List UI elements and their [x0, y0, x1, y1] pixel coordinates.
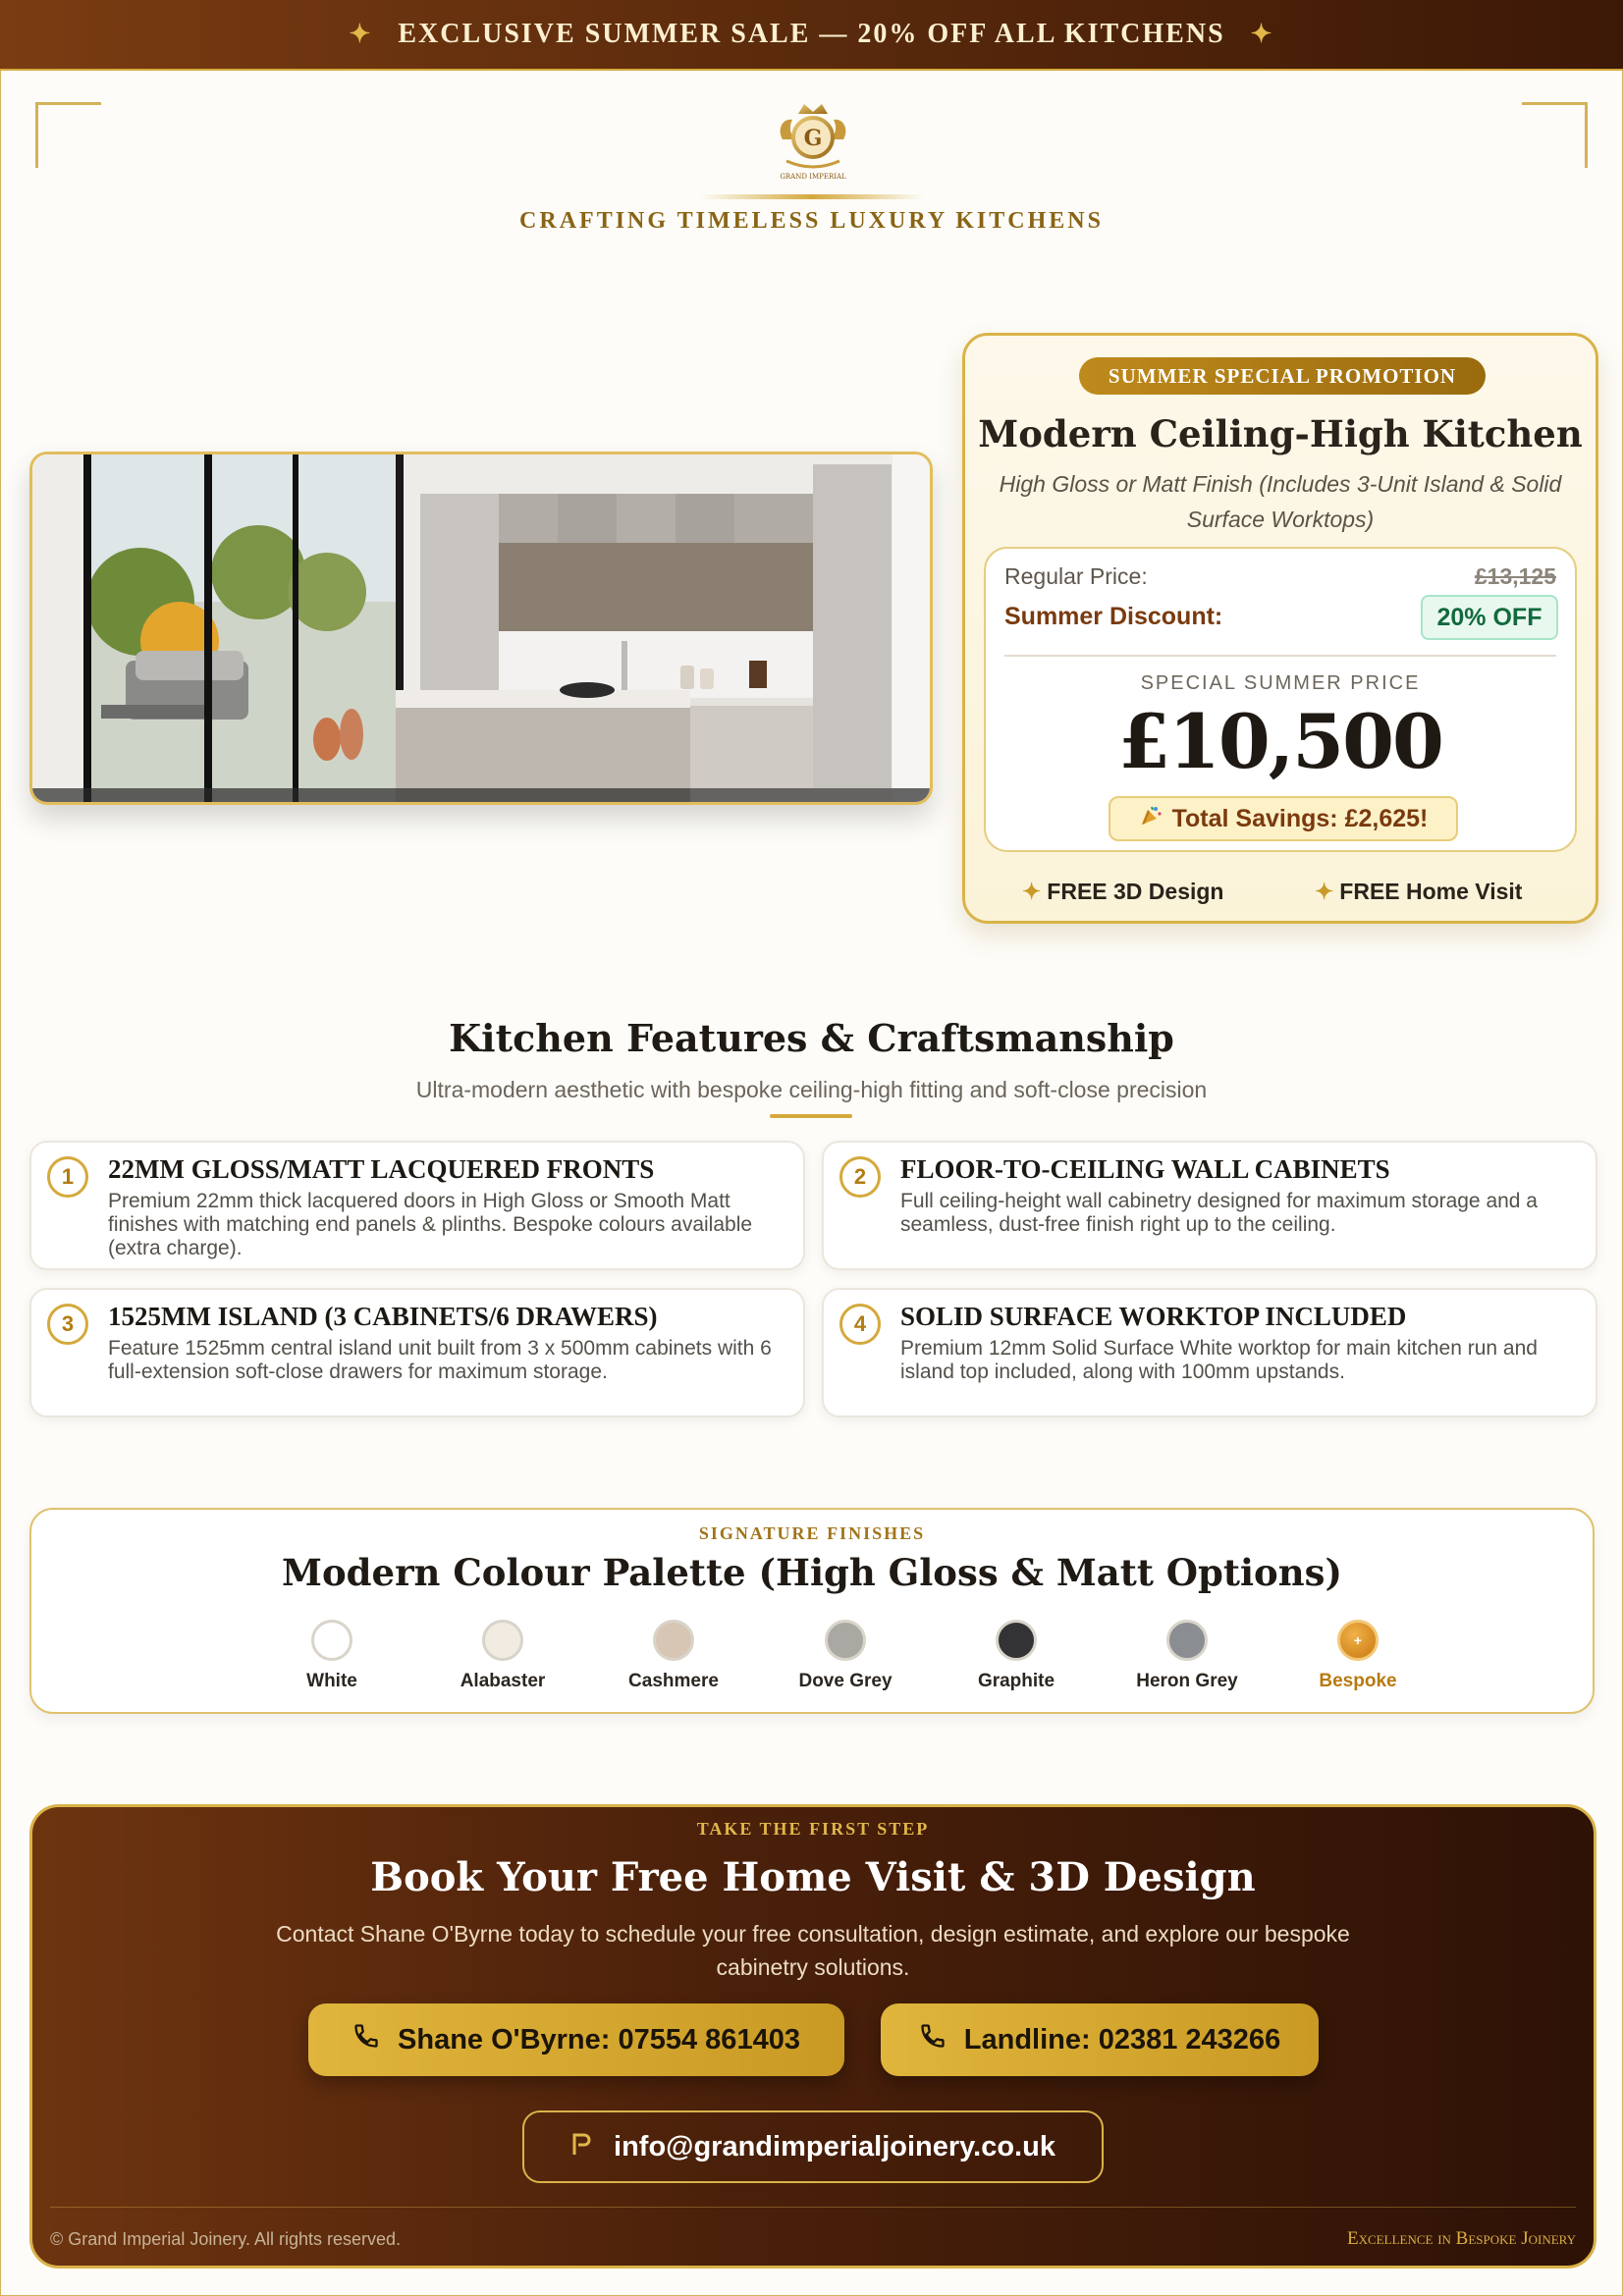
mobile-number: Shane O'Byrne: 07554 861403 [398, 2023, 800, 2056]
discount-label: Summer Discount: [1004, 603, 1223, 630]
feature-description: Feature 1525mm central island unit built from 3 x 500mm cabinets with 6 full-extension soft-close drawers for maximum storage. [108, 1337, 772, 1383]
swatch-label: White [306, 1671, 357, 1691]
cta-kicker: TAKE THE FIRST STEP [696, 1819, 930, 1839]
feature-card [822, 1141, 1597, 1270]
perk-label: FREE 3D Design [1047, 879, 1224, 904]
swatch-heron-grey[interactable] [1118, 1620, 1256, 1692]
price-box [984, 547, 1577, 852]
feature-description: Premium 22mm thick lacquered doors in High Gloss or Smooth Matt finishes with matching end panels & plinths. Bespoke colours available (extra charge). [108, 1190, 753, 1259]
feature-title: FLOOR-TO-CEILING WALL CABINETS [900, 1154, 1390, 1184]
feature-title: 22MM GLOSS/MATT LACQUERED FRONTS [108, 1154, 655, 1184]
regular-price-value: £13,125 [1474, 563, 1556, 589]
feature-card [822, 1288, 1597, 1417]
swatch-alabaster[interactable] [434, 1620, 571, 1692]
promo-title: Modern Ceiling-High Kitchen [978, 412, 1583, 455]
feature-card [29, 1141, 805, 1270]
swatch-dot [1337, 1620, 1379, 1661]
swatch-label: Heron Grey [1136, 1671, 1238, 1691]
brand-tagline: CRAFTING TIMELESS LUXURY KITCHENS [519, 208, 1104, 234]
phone-icon [919, 2022, 947, 2057]
special-price-value: £10,500 [1118, 698, 1442, 785]
party-popper-icon [1139, 804, 1163, 833]
brand-logo [769, 100, 857, 183]
corner-ornament-right [1522, 102, 1588, 168]
discount-badge: 20% OFF [1421, 595, 1558, 640]
promo-badge: SUMMER SPECIAL PROMOTION [1079, 357, 1486, 395]
feature-title: 1525MM ISLAND (3 CABINETS/6 DRAWERS) [108, 1302, 658, 1331]
plus-icon: + [1353, 1632, 1363, 1648]
sale-banner-text: EXCLUSIVE SUMMER SALE — 20% OFF ALL KITCHENS [398, 19, 1225, 49]
email-address: info@grandimperialjoinery.co.uk [614, 2130, 1055, 2163]
email-link-button[interactable] [522, 2110, 1104, 2183]
contact-cta [29, 1804, 1596, 2269]
svg-text:G: G [803, 126, 823, 151]
swatch-bespoke[interactable] [1289, 1620, 1427, 1692]
email-icon [570, 2131, 592, 2163]
palette-kicker: SIGNATURE FINISHES [698, 1523, 926, 1543]
swatch-label: Cashmere [628, 1671, 719, 1691]
features-subtitle: Ultra-modern aesthetic with bespoke ceiling-high fitting and soft-close precision [415, 1077, 1208, 1102]
feature-number: 2 [839, 1156, 881, 1198]
call-landline-button[interactable] [881, 2003, 1319, 2076]
total-savings-text: Total Savings: £2,625! [1171, 804, 1429, 832]
swatch-label: Graphite [977, 1671, 1055, 1691]
cta-subtitle: Contact Shane O'Byrne today to schedule your free consultation, design estimate, and explore our bespoke cabinetry solutions. [276, 1921, 1350, 1980]
swatch-dot [311, 1620, 352, 1661]
promo-card [962, 333, 1598, 924]
regular-price-label: Regular Price: [1004, 563, 1148, 589]
call-mobile-button[interactable] [308, 2003, 844, 2076]
cta-title: Book Your Free Home Visit & 3D Design [370, 1854, 1256, 1900]
star-icon: ✦ [1022, 879, 1042, 904]
sale-banner [0, 0, 1623, 71]
swatch-label: Bespoke [1319, 1671, 1397, 1691]
features-divider [770, 1114, 852, 1118]
promo-subtitle: High Gloss or Matt Finish (Includes 3-Unit Island & Solid Surface Worktops) [999, 471, 1562, 532]
feature-title: SOLID SURFACE WORKTOP INCLUDED [900, 1302, 1407, 1331]
logo-underline [700, 194, 924, 199]
total-savings-badge [1109, 796, 1458, 841]
swatch-label: Alabaster [460, 1671, 546, 1691]
landline-number: Landline: 02381 243266 [963, 2023, 1281, 2056]
logo-wordmark: GRAND IMPERIAL [780, 173, 846, 181]
swatch-dove-grey[interactable] [777, 1620, 914, 1692]
swatch-dot [996, 1620, 1037, 1661]
feature-number: 1 [47, 1156, 88, 1198]
feature-number: 4 [839, 1304, 881, 1345]
features-title: Kitchen Features & Craftsmanship [449, 1016, 1174, 1060]
feature-card [29, 1288, 805, 1417]
special-price-label: SPECIAL SUMMER PRICE [1140, 672, 1421, 694]
kitchen-hero-image [29, 452, 933, 805]
footer-divider [50, 2207, 1576, 2208]
swatch-graphite[interactable] [947, 1620, 1085, 1692]
swatch-white[interactable] [263, 1620, 401, 1692]
perk-free-home-visit [1315, 879, 1522, 905]
footer-tagline: Excellence in Bespoke Joinery [1347, 2228, 1576, 2249]
swatch-dot [482, 1620, 523, 1661]
perk-free-3d-design [1022, 879, 1224, 905]
star-icon: ✦ [1315, 879, 1334, 904]
feature-number: 3 [47, 1304, 88, 1345]
price-divider [1004, 655, 1556, 657]
star-icon: ✦ [349, 20, 373, 48]
corner-ornament-left [35, 102, 101, 168]
colour-palette [29, 1508, 1595, 1714]
phone-icon [352, 2022, 380, 2057]
feature-description: Premium 12mm Solid Surface White worktop for main kitchen run and island top included, along with 100mm upstands. [900, 1337, 1538, 1383]
swatch-label: Dove Grey [798, 1671, 893, 1691]
star-icon: ✦ [1250, 20, 1274, 48]
swatch-dot [825, 1620, 866, 1661]
swatch-dot [1166, 1620, 1208, 1661]
swatch-cashmere[interactable] [605, 1620, 742, 1692]
copyright-text: © Grand Imperial Joinery. All rights reserved. [50, 2229, 402, 2249]
perk-label: FREE Home Visit [1339, 879, 1523, 904]
palette-title: Modern Colour Palette (High Gloss & Matt Options) [282, 1551, 1342, 1594]
swatch-dot [653, 1620, 694, 1661]
feature-description: Full ceiling-height wall cabinetry designed for maximum storage and a seamless, dust-free finish right up to the ceiling. [900, 1190, 1538, 1236]
